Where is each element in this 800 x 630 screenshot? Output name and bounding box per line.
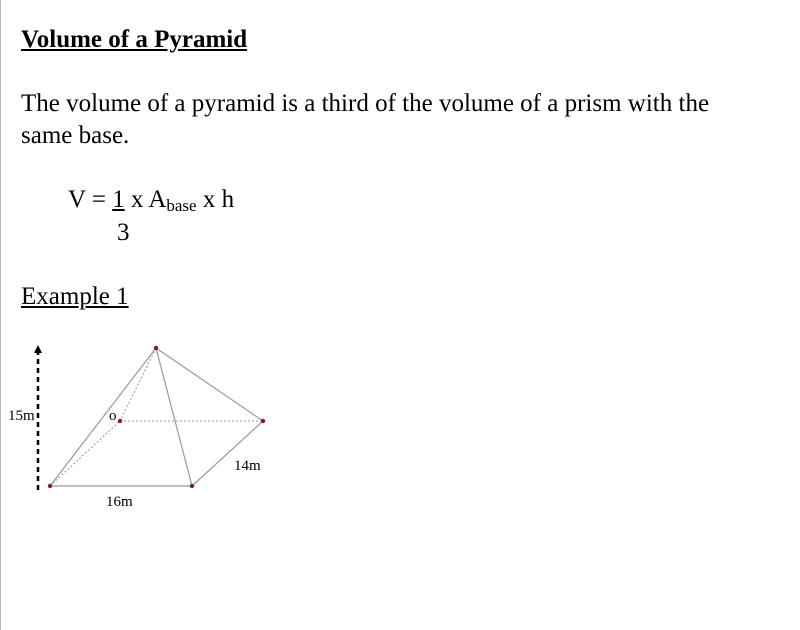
base-right-edge (192, 421, 263, 486)
edge-apex-back-left (120, 348, 156, 421)
apex-vertex (154, 346, 158, 350)
formula-numerator: 1 (112, 186, 125, 213)
height-label: 15m (8, 408, 35, 424)
depth-label: 14m (234, 458, 261, 474)
volume-formula (68, 185, 234, 221)
pyramid-diagram (0, 330, 320, 520)
base-left-edge (50, 421, 120, 486)
back-right-vertex (261, 419, 265, 423)
example-heading: Example 1 (21, 283, 129, 310)
formula-subscript: base (166, 196, 197, 215)
front-right-vertex (190, 484, 194, 488)
formula-times-height: x h (196, 186, 235, 213)
back-left-vertex (118, 419, 122, 423)
width-label: 16m (106, 494, 133, 510)
intro-text: The volume of a pyramid is a third of the volume of a prism with the same base. (21, 90, 710, 149)
front-left-vertex (48, 484, 52, 488)
formula-times-area: x A (124, 186, 167, 213)
formula-lhs: V = (68, 186, 113, 213)
center-label: o (109, 408, 117, 424)
height-arrowhead (34, 345, 42, 353)
left-border (0, 0, 1, 630)
edge-apex-front-left (50, 348, 156, 486)
formula-denominator: 3 (117, 219, 130, 246)
page-title: Volume of a Pyramid (21, 26, 248, 53)
